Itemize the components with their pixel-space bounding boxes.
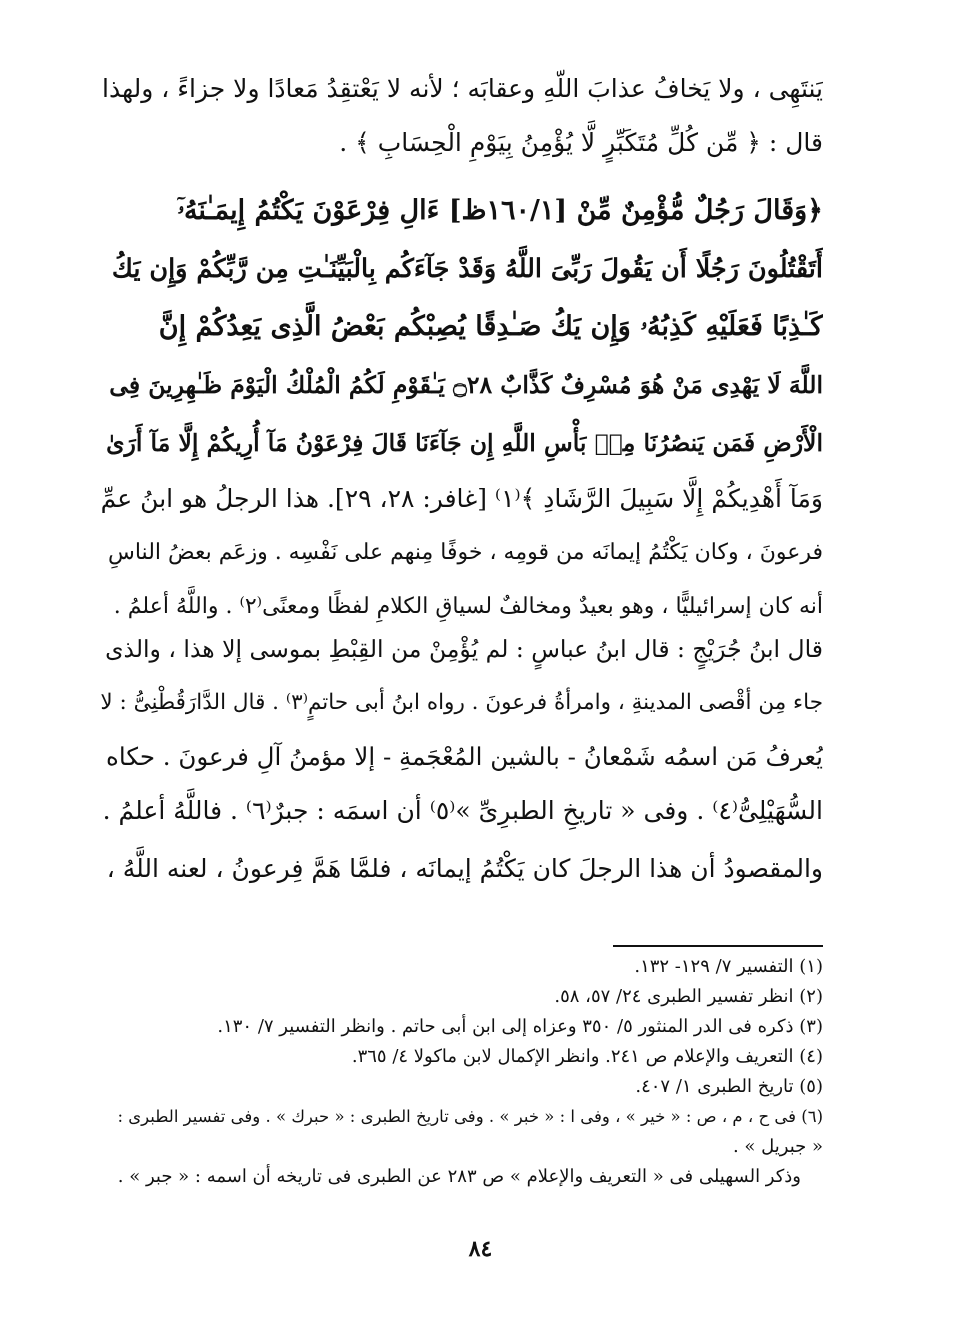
footnote-separator (613, 945, 823, 947)
text-line: والمقصودُ أن هذا الرجلَ كان يَكْتُمُ إيمانَه ، فلمَّا هَمَّ فِرعونُ ، لعنه اللَّهُ ، (106, 854, 823, 883)
footnote: (٦) فى ح ، م ، ص : « خير » ، وفى ا : « خبر » . وفى تاريخ الطبرى : « حبرك » . وفى تفسير الطبرى : (117, 1107, 823, 1126)
footnote: (٢) انظر تفسير الطبرى ٢٤/ ٥٧، ٥٨. (554, 986, 823, 1007)
footnote-continuation: وذكر السهيلى فى « التعريف والإعلام » ص ٢٨٣ عن الطبرى فى تاريخه أن اسمه : « جبر » . (117, 1166, 801, 1187)
text-line: قال ابنُ جُرَيْجٍ : قال ابنُ عباسٍ : لم يُؤْمِنْ من القِبْطِ بموسى إلا هذا ، والذى (105, 635, 823, 663)
text-line: يَنتَهِى ، ولا يَخافُ عذابَ اللّهِ وعقابَه ؛ لأنه لا يَعْتقِدُ مَعادًا ولا جزاءً ، ولهذا (102, 74, 823, 103)
footnote: (١) التفسير ٧/ ١٢٩- ١٣٢. (634, 956, 823, 977)
footnote: (٤) التعريف والإعلام ص ٢٤١. وانظر الإكمال لابن ماكولا ٤/ ٣٦٥. (351, 1046, 823, 1067)
footnote-continuation: « جبريل » . (732, 1136, 823, 1157)
paragraph-2-quran-verse (100, 182, 823, 634)
text-line: جاء مِن أقْصى المدينةِ ، وامرأةُ فرعونَ . رواه ابنُ أبى حاتمٍ⁽٣⁾ . قال الدَّارَقُطْنِىُّ : لا (100, 690, 823, 715)
footnote: (٣) ذكره فى الدر المنثور ٥/ ٣٥٠ وعزاه إلى ابن أبى حاتم . وانظر التفسير ٧/ ١٣٠. (217, 1016, 823, 1037)
text-line: أنه كان إسرائيليًّا ، وهو بعيدٌ ومخالفٌ لسياقِ الكلامِ لفظًا ومعنًى⁽٢⁾ . واللَّهُ أعلمُ . (113, 594, 823, 619)
verse-line: كَـٰذِبًا فَعَلَيْهِ كَذِبُهُۥ وَإِن يَكُ صَـٰدِقًا يُصِبْكُم بَعْضُ الَّذِى يَعِدُكُمْ إِنَّ (158, 311, 823, 342)
footnote: (٥) تاريخ الطبرى ١/ ٤٠٧. (635, 1076, 823, 1097)
paragraph-1 (100, 62, 823, 170)
text-line: يُعرفُ مَن اسمُه شَمْعانُ - بالشين المُعْجَمةِ - إلا مؤمنُ آلِ فرعونَ . حكاه (106, 742, 823, 771)
footnotes (100, 952, 823, 1192)
text-line: قال : ﴿ مِّن كُلِّ مُتَكَبِّرٍ لَّا يُؤْمِنُ بِيَوْمِ الْحِسَابِ ﴾ . (339, 128, 823, 157)
paragraph-4 (100, 842, 823, 896)
verse-line: ﴿وَقَالَ رَجُلٌ مُّؤْمِنٌ مِّنْ [١٦٠/١ظ] ءَالِ فِرْعَوْنَ يَكْتُمُ إِيمَـٰنَهُۥٓ (177, 195, 823, 226)
text-line: السُّهَيْلِىُّ⁽٤⁾ . وفى « تاريخِ الطبرِىِّ »⁽٥⁾ أن اسمَه : جبرٌ⁽٦⁾ . فاللَّهُ أعلمُ . (102, 796, 823, 825)
paragraph-3 (100, 622, 823, 838)
page-number: ٨٤ (468, 1236, 493, 1262)
text-line: فرعونَ ، وكان يَكْتُمُ إيمانَه من قومِه ، خوفًا مِنهم على نَفْسِه . وزعَم بعضُ الناسِ (108, 540, 823, 565)
verse-line: اللَّهَ لَا يَهْدِى مَنْ هُوَ مُسْرِفٌ كَذَّابٌ ۝٢٨ يَـٰقَوْمِ لَكُمُ الْمُلْكُ الْيَوْمَ ظَـٰهِرِينَ فِى (109, 371, 823, 399)
text-line: وَمَآ أَهْدِيكُمْ إِلَّا سَبِيلَ الرَّشَادِ ﴾⁽١⁾ [غافر: ٢٨، ٢٩]. هذا الرجلُ هو ابنُ عمِّ (100, 484, 823, 513)
verse-line: الْأَرْضِ فَمَن يَنصُرُنَا مِنۢ بَأْسِ اللَّهِ إِن جَآءَنَا قَالَ فِرْعَوْنُ مَآ أُرِيكُمْ إِلَّا مَآ أَرَىٰ (106, 429, 823, 457)
verse-line: أَتَقْتُلُونَ رَجُلًا أَن يَقُولَ رَبِّىَ اللَّهُ وَقَدْ جَآءَكُم بِالْبَيِّنَـٰتِ مِن رَّبِّكُمْ وَإِن يَكُ (111, 254, 823, 284)
